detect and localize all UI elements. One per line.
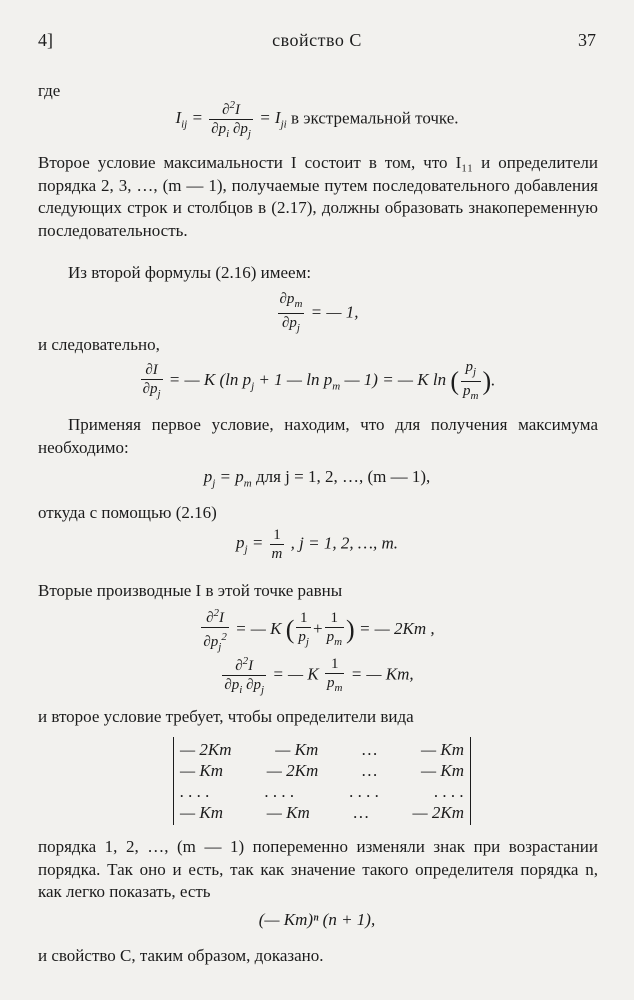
equation-dpm-dpj: $\frac{\partial p_m}{\partial p_j}$ = — 1, bbox=[279, 291, 359, 334]
matrix-cell: — Km bbox=[180, 803, 223, 822]
equation-1-suffix: в экстремальной точке. bbox=[290, 108, 459, 128]
paragraph-order-sign: порядка 1, 2, …, (m — 1) попеременно изменяли знак при возрастании порядка. Так оно и есть, так как значение такого определителя порядка n, как легко показать, есть bbox=[38, 837, 598, 901]
paragraph-determinants: и второе условие требует, чтобы определители вида bbox=[38, 707, 414, 726]
paragraph-conclusion: и свойство C, таким образом, доказано. bbox=[38, 946, 324, 965]
matrix-cell: — Km bbox=[180, 761, 223, 780]
paragraph-second-condition: Второе условие максимальности I состоит в том, что I₁₁ и определители порядка 2, 3, …, (m — 1), получаемые путем последовательного добавления следующих строк и столбцов в (2.17), должны образовать знакопеременную последовательность. bbox=[38, 153, 598, 240]
paragraph-second-derivatives: Вторые производные I в этой точке равны bbox=[38, 581, 343, 600]
paragraph-consequently: и следовательно, bbox=[38, 335, 160, 354]
matrix-cell: — 2Km bbox=[412, 803, 464, 822]
matrix-cell: — Km bbox=[266, 803, 310, 822]
equation-dI-dpj: $\frac{\partial I}{\partial p_j}$ = — K (ln $p_j + 1$ — $\ln p_m$ — 1) = — K ln ( $\frac{p_j}{p_m}$ ). bbox=[142, 359, 496, 402]
paragraph-second-formula: Из второй формулы (2.16) имеем: bbox=[68, 263, 312, 282]
matrix-cell: — Km bbox=[420, 761, 464, 780]
matrix-cell: … bbox=[362, 740, 378, 759]
matrix-cell: . . . . bbox=[180, 782, 210, 801]
running-title: свойство C bbox=[272, 30, 362, 50]
equation-determinant-value: (— Km)ⁿ (n + 1), bbox=[258, 910, 376, 929]
paragraph-first-condition: Применяя первое условие, находим, что для получения максимума необходимо: bbox=[38, 415, 598, 457]
chapter-number: 4] bbox=[38, 30, 53, 50]
determinant-matrix bbox=[173, 737, 471, 825]
equation-hessian-definition: $I_{ij}$ = $\frac{\partial^2I}{\partial p_i \partial p_j}$ = $I_{ji}$ в экстремальной точке. bbox=[0, 96, 634, 143]
matrix-cell: . . . . bbox=[264, 782, 295, 801]
matrix-cell: — Km bbox=[275, 740, 319, 759]
matrix-cell: . . . . bbox=[349, 782, 380, 801]
equation-pj-equals-pm: $p_j = p_m$ для j = 1, 2, …, (m — 1), bbox=[203, 467, 431, 490]
equation-pj-range: , j = 1, 2, …, m. bbox=[290, 533, 398, 553]
equation-second-derivative-ij: $\frac{\partial^2I}{\partial p_i \partial p_j}$ = — K $\frac{1}{p_m}$ = — Km, bbox=[0, 652, 634, 699]
matrix-cell: … bbox=[353, 803, 369, 822]
matrix-cell: — Km bbox=[420, 740, 464, 759]
matrix-cell: — 2Km bbox=[266, 761, 319, 780]
equation-pj-value: $p_j$ = $\frac{1}{m}$ , j = 1, 2, …, m. bbox=[236, 527, 398, 562]
matrix-cell: — 2Km bbox=[180, 740, 232, 759]
matrix-cell: . . . . bbox=[434, 782, 464, 801]
determinant-row bbox=[180, 760, 464, 781]
determinant-row bbox=[180, 781, 464, 802]
determinant-row bbox=[180, 802, 464, 823]
determinant-row bbox=[180, 739, 464, 760]
paragraph-whence: откуда с помощью (2.16) bbox=[38, 503, 217, 522]
page-number: 37 bbox=[578, 30, 596, 50]
equation-second-derivative-jj: $\frac{\partial^2I}{\partial p_j^2}$ = — K ( $\frac{1}{p_j}$ + $\frac{1}{p_m}$ ) = — 2Km , bbox=[0, 604, 634, 656]
word-where: где bbox=[38, 81, 61, 100]
matrix-cell: … bbox=[362, 761, 378, 780]
equation-pj-condition: для j = 1, 2, …, (m — 1), bbox=[255, 467, 431, 486]
